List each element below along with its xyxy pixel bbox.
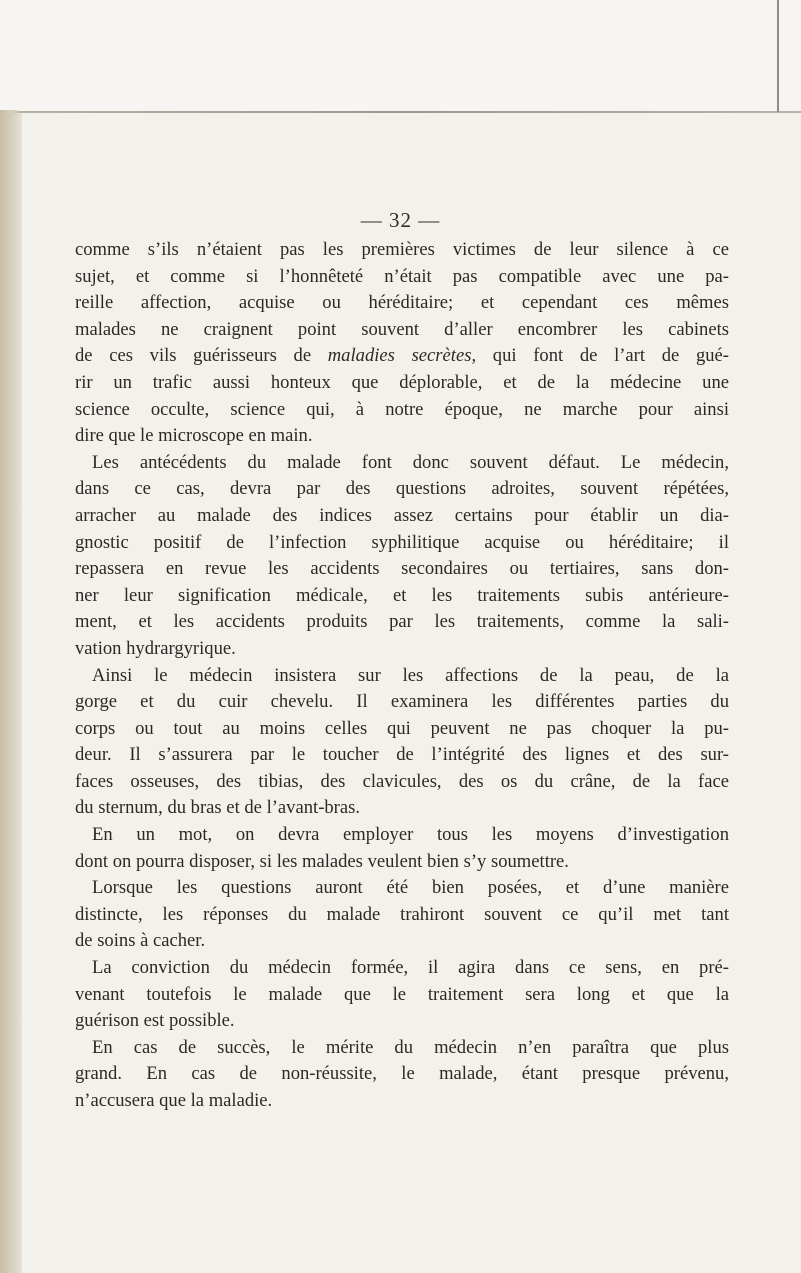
- text-line: sujet, et comme si l’honnêteté n’était pas compatible avec une pa-: [75, 265, 729, 287]
- text-line: comme s’ils n’étaient pas les premières victimes de leur silence à ce: [75, 239, 729, 260]
- text-line: repassera en revue les accidents secondaires ou tertiaires, sans don-: [75, 558, 729, 580]
- text-line: grand. En cas de non-réussite, le malade, étant presque prévenu,: [75, 1063, 729, 1085]
- text-line: En un mot, on devra employer tous les moyens d’investigation: [92, 824, 729, 846]
- text-line: malades ne craignent point souvent d’aller encombrer les cabinets: [75, 318, 729, 340]
- italic-phrase: maladies secrètes: [327, 345, 472, 367]
- page-number: — 32 —: [360, 208, 441, 232]
- text-line: Les antécédents du malade font donc souvent défaut. Le médecin,: [92, 451, 729, 473]
- text-line: science occulte, science qui, à notre époque, ne marche pour ainsi: [75, 398, 729, 420]
- text-line: du sternum, du bras et de l’avant-bras.: [75, 797, 361, 819]
- scan-right-edge: [777, 0, 779, 112]
- text-line: gorge et du cuir chevelu. Il examinera les différentes parties du: [75, 691, 729, 713]
- text-line: dire que le microscope en main.: [75, 425, 313, 447]
- text-line: de soins à cacher.: [75, 930, 206, 952]
- text-line: distincte, les réponses du malade trahiront souvent ce qu’il met tant: [75, 903, 729, 925]
- text-line: de ces vils guérisseurs de maladies secrètes, qui font de l’art de gué-: [75, 345, 729, 367]
- text-line: Lorsque les questions auront été bien posées, et d’une manière: [92, 877, 729, 899]
- text-line: ner leur signification médicale, et les traitements subis antérieure-: [75, 584, 729, 606]
- text-line: corps ou tout au moins celles qui peuvent ne pas choquer la pu-: [75, 717, 729, 739]
- text-line: dont on pourra disposer, si les malades veulent bien s’y soumettre.: [75, 850, 569, 872]
- text-line: Ainsi le médecin insistera sur les affections de la peau, de la: [92, 664, 729, 686]
- text-line: En cas de succès, le mérite du médecin n’en paraîtra que plus: [92, 1036, 729, 1058]
- page-gutter-shadow: [0, 110, 22, 1273]
- scan-top-margin: [0, 0, 801, 112]
- text-line: faces osseuses, des tibias, des clavicules, des os du crâne, de la face: [75, 770, 729, 792]
- text-line: vation hydrargyrique.: [75, 637, 236, 659]
- text-line: arracher au malade des indices assez certains pour établir un dia-: [75, 504, 729, 526]
- body-text: [75, 237, 729, 1115]
- text-line: ment, et les accidents produits par les traitements, comme la sali-: [75, 611, 729, 633]
- text-line: reille affection, acquise ou héréditaire; et cependant ces mêmes: [75, 292, 729, 314]
- text-line: n’accusera que la maladie.: [75, 1090, 273, 1111]
- text-line: deur. Il s’assurera par le toucher de l’intégrité des lignes et des sur-: [75, 744, 729, 766]
- text-line: guérison est possible.: [75, 1010, 235, 1032]
- text-line: venant toutefois le malade que le traitement sera long et que la: [75, 983, 729, 1005]
- text-line: gnostic positif de l’infection syphilitique acquise ou héréditaire; il: [75, 531, 729, 553]
- text-line: rir un trafic aussi honteux que déplorable, et de la médecine une: [75, 371, 729, 393]
- text-line: La conviction du médecin formée, il agira dans ce sens, en pré-: [92, 957, 729, 979]
- text-line: dans ce cas, devra par des questions adroites, souvent répétées,: [75, 478, 729, 500]
